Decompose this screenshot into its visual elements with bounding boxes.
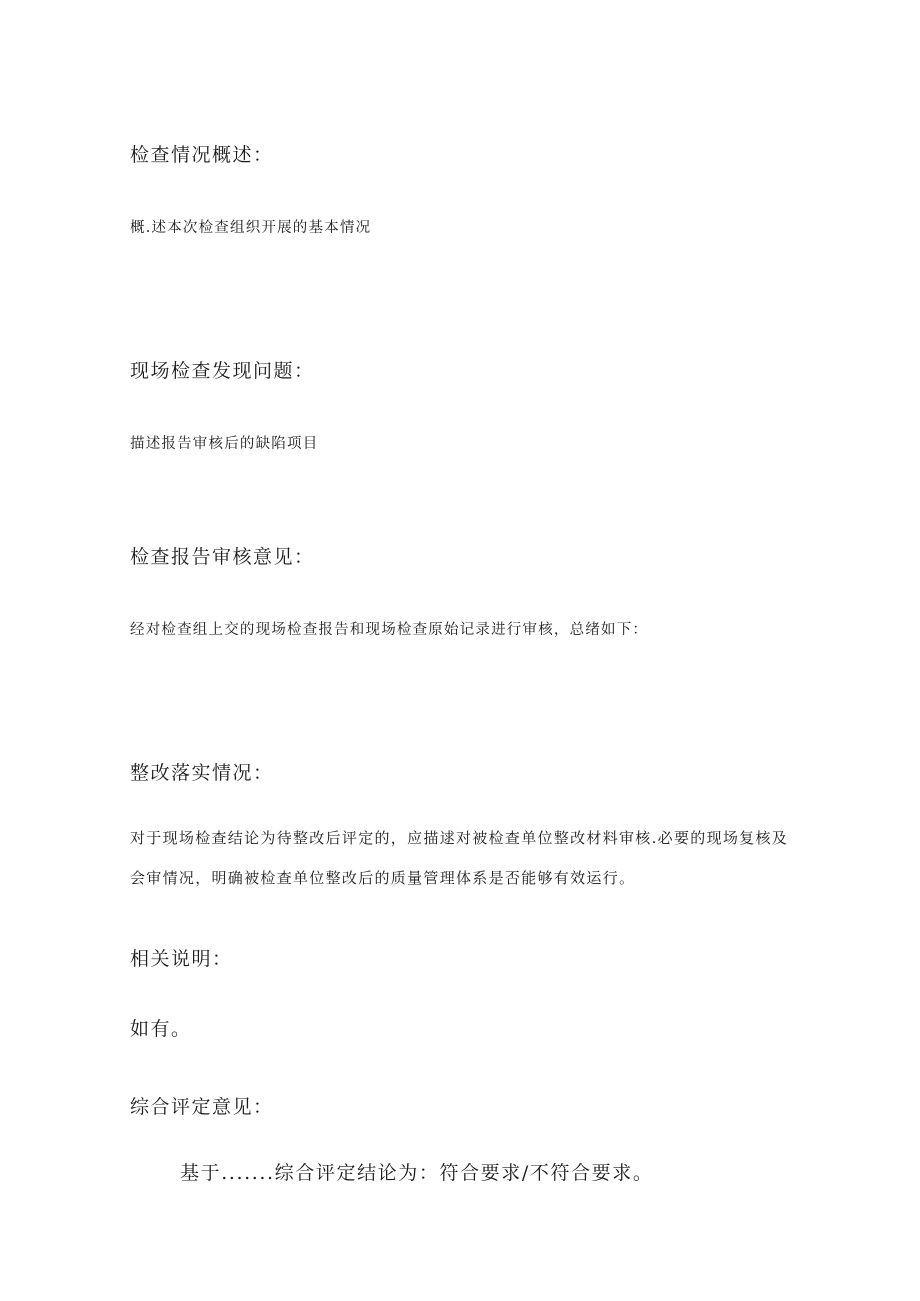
report-review-heading: 检查报告审核意见： bbox=[130, 546, 315, 568]
report-review-body: 经对检查组上交的现场检查报告和现场检查原始记录进行审核，总绪如下： bbox=[130, 622, 649, 638]
notes-body: 如有。 bbox=[130, 1018, 192, 1040]
onsite-issues-heading: 现场检查发现问题： bbox=[130, 360, 315, 382]
rectification-heading: 整改落实情况： bbox=[130, 762, 274, 784]
overall-heading: 综合评定意见： bbox=[130, 1096, 274, 1118]
overview-body: 概.述本次检查组织开展的基本情况 bbox=[130, 220, 372, 236]
onsite-issues-body: 描述报告审核后的缺陷项目 bbox=[130, 436, 319, 452]
overview-heading: 检查情况概述： bbox=[130, 144, 274, 166]
rectification-body: 对于现场检查结论为待整改后评定的，应描逑对被检查单位整改材料审核.必要的现场复核及会审情况，明确被检查单位整改后的质量管理体系是否能够有效运行。 bbox=[130, 829, 789, 887]
overall-conclusion: 基于.......综合评定结论为：符合要求/不符合要求。 bbox=[180, 1162, 654, 1184]
notes-heading: 相关说明： bbox=[130, 948, 233, 970]
